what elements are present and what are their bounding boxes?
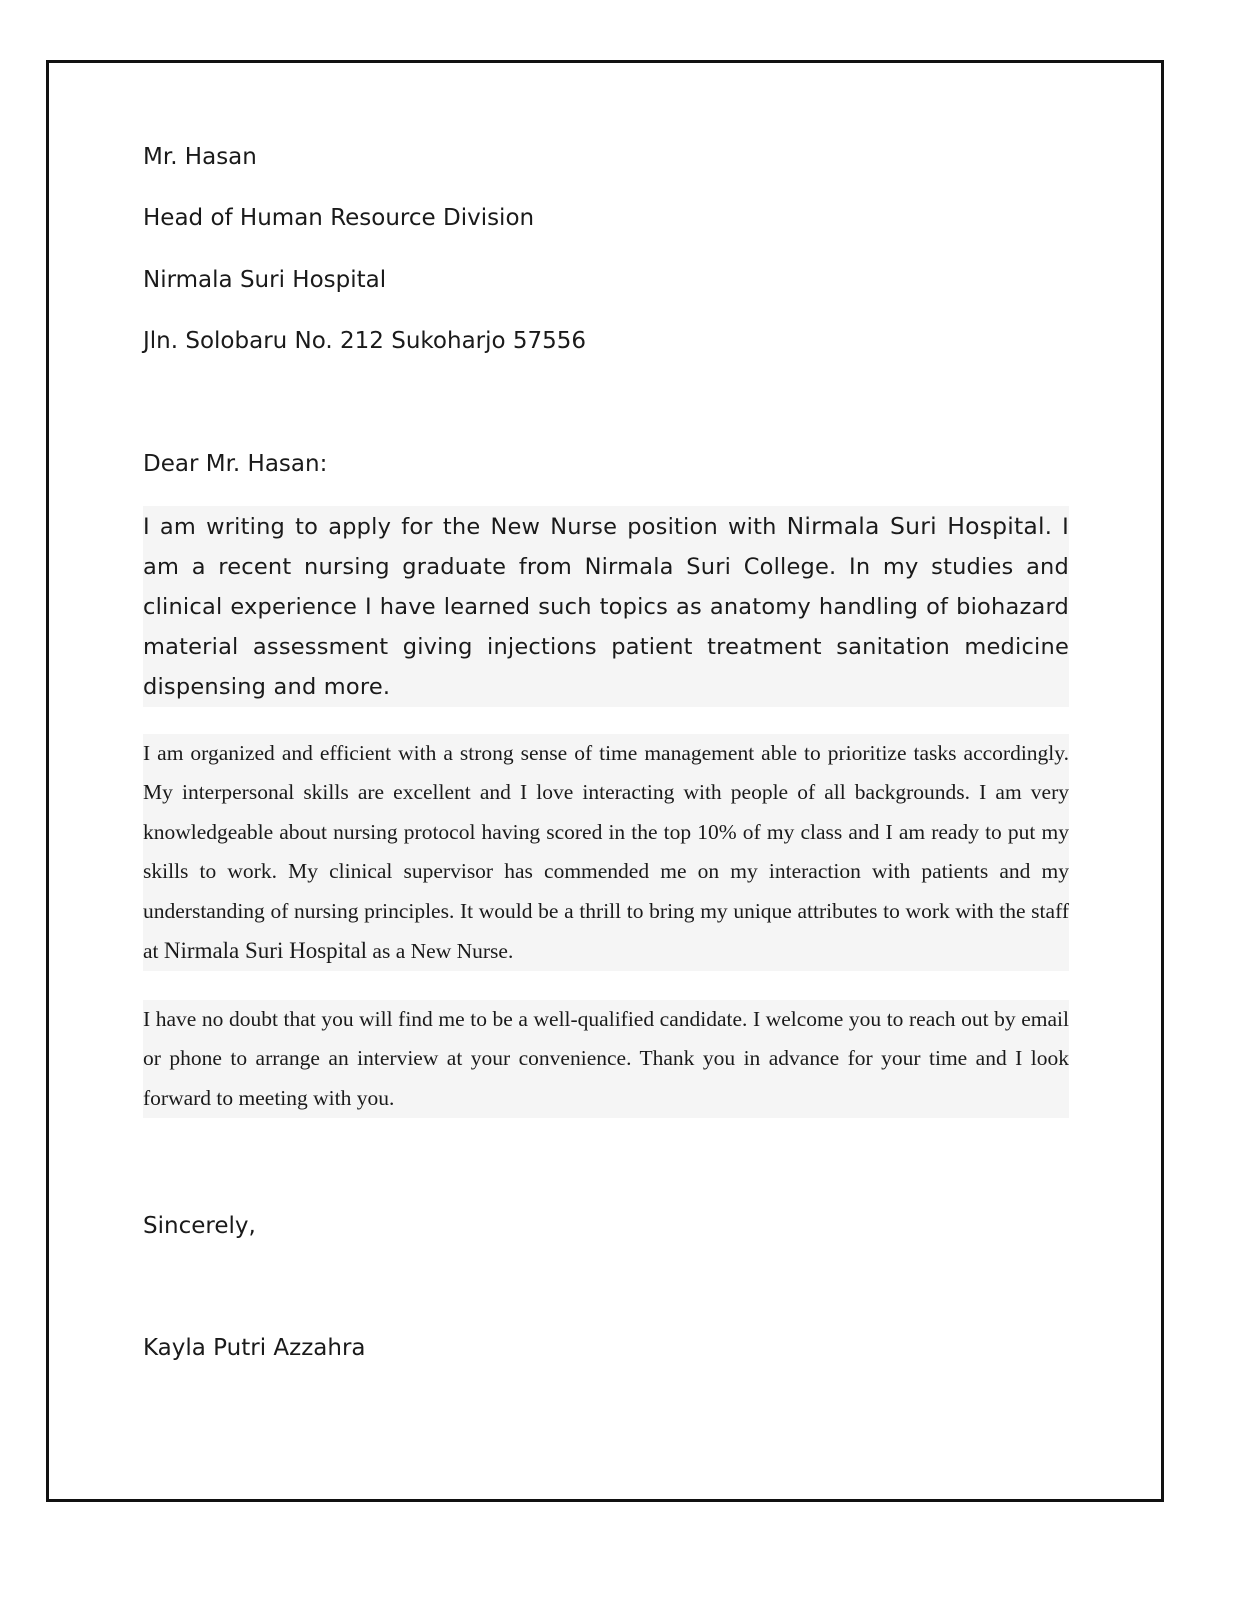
hospital-name-highlight: Nirmala Suri Hospital — [163, 938, 368, 964]
recipient-title: Head of Human Resource Division — [143, 205, 535, 231]
body-paragraph-1 — [143, 506, 1069, 707]
recipient-name: Mr. Hasan — [143, 144, 257, 170]
hospital-name-highlight: Nirmala Suri Hospital — [786, 512, 1045, 540]
recipient-address: Jln. Solobaru No. 212 Sukoharjo 57556 — [143, 328, 587, 354]
closing: Sincerely, — [143, 1213, 256, 1239]
paragraph-1-text-end: . I am a recent nursing graduate from Nirmala Suri College. In my studies and clinical experience I have learned such topics as anatomy handling of biohazard material assessment giving injections patient treatment sanitation medicine dispensing and more. — [143, 514, 1069, 700]
salutation: Dear Mr. Hasan: — [143, 451, 328, 477]
signature-name: Kayla Putri Azzahra — [143, 1335, 366, 1361]
body-paragraph-2 — [143, 734, 1069, 971]
recipient-organization: Nirmala Suri Hospital — [143, 267, 387, 293]
paragraph-1-text-start: I am writing to apply for the New Nurse position with — [143, 514, 787, 540]
body-paragraph-3: I have no doubt that you will find me to be a well-qualified candidate. I welcome you to reach out by email or phone to arrange an interview at your convenience. Thank you in advance for your time and I look forward to meeting with you. — [143, 1000, 1069, 1118]
paragraph-2-text-end: as a New Nurse. — [367, 939, 514, 964]
paragraph-2-text-start: I am organized and efficient with a strong sense of time management able to prioritize tasks accordingly. My interpersonal skills are excellent and I love interacting with people of all backgrounds. I am very knowledgeable about nursing protocol having scored in the top 10% of my class and I am ready to put my skills to work. My clinical supervisor has commended me on my interaction with patients and my understanding of nursing principles. It would be a thrill to bring my unique attributes to work with the staff at — [143, 741, 1069, 964]
